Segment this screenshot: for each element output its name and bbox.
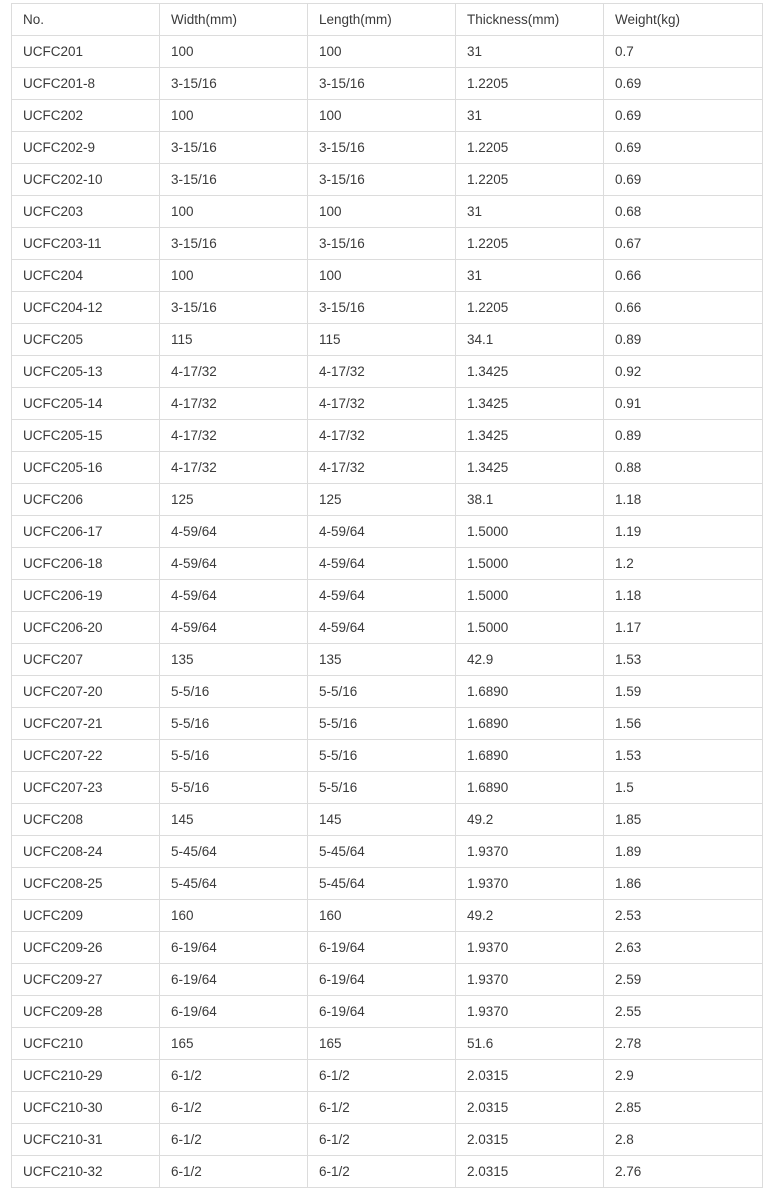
header-row — [12, 4, 763, 36]
cell-weight: 0.68 — [604, 196, 763, 228]
table-row — [12, 932, 763, 964]
cell-thickness: 1.2205 — [456, 132, 604, 164]
cell-width: 5-5/16 — [160, 772, 308, 804]
table-row — [12, 1156, 763, 1188]
cell-no: UCFC207-20 — [12, 676, 160, 708]
cell-width: 6-1/2 — [160, 1156, 308, 1188]
cell-thickness: 31 — [456, 196, 604, 228]
cell-thickness: 1.5000 — [456, 580, 604, 612]
cell-thickness: 31 — [456, 100, 604, 132]
cell-weight: 0.92 — [604, 356, 763, 388]
cell-width: 3-15/16 — [160, 228, 308, 260]
table-row — [12, 1028, 763, 1060]
cell-thickness: 1.2205 — [456, 228, 604, 260]
cell-weight: 2.85 — [604, 1092, 763, 1124]
cell-thickness: 1.3425 — [456, 356, 604, 388]
cell-length: 4-59/64 — [308, 548, 456, 580]
cell-width: 4-17/32 — [160, 420, 308, 452]
cell-width: 6-1/2 — [160, 1092, 308, 1124]
cell-length: 160 — [308, 900, 456, 932]
table-body — [12, 36, 763, 1188]
cell-width: 6-1/2 — [160, 1124, 308, 1156]
cell-weight: 2.63 — [604, 932, 763, 964]
cell-no: UCFC209-27 — [12, 964, 160, 996]
table-row — [12, 804, 763, 836]
cell-weight: 1.18 — [604, 580, 763, 612]
cell-weight: 2.9 — [604, 1060, 763, 1092]
table-row — [12, 100, 763, 132]
cell-no: UCFC209 — [12, 900, 160, 932]
cell-length: 100 — [308, 36, 456, 68]
cell-thickness: 1.9370 — [456, 996, 604, 1028]
cell-length: 4-59/64 — [308, 580, 456, 612]
table-row — [12, 452, 763, 484]
cell-no: UCFC209-28 — [12, 996, 160, 1028]
cell-length: 6-19/64 — [308, 996, 456, 1028]
table-row — [12, 164, 763, 196]
table-row — [12, 996, 763, 1028]
cell-no: UCFC205-14 — [12, 388, 160, 420]
cell-length: 5-5/16 — [308, 740, 456, 772]
cell-weight: 1.89 — [604, 836, 763, 868]
cell-width: 4-59/64 — [160, 548, 308, 580]
cell-width: 3-15/16 — [160, 68, 308, 100]
cell-weight: 1.85 — [604, 804, 763, 836]
cell-no: UCFC210-30 — [12, 1092, 160, 1124]
table-row — [12, 420, 763, 452]
cell-weight: 2.78 — [604, 1028, 763, 1060]
cell-no: UCFC208-25 — [12, 868, 160, 900]
table-row — [12, 68, 763, 100]
cell-thickness: 49.2 — [456, 804, 604, 836]
cell-length: 3-15/16 — [308, 132, 456, 164]
cell-no: UCFC202 — [12, 100, 160, 132]
cell-no: UCFC207-23 — [12, 772, 160, 804]
cell-length: 125 — [308, 484, 456, 516]
cell-no: UCFC208-24 — [12, 836, 160, 868]
cell-thickness: 34.1 — [456, 324, 604, 356]
cell-no: UCFC204-12 — [12, 292, 160, 324]
cell-thickness: 1.2205 — [456, 68, 604, 100]
cell-length: 100 — [308, 260, 456, 292]
cell-no: UCFC201 — [12, 36, 160, 68]
cell-length: 165 — [308, 1028, 456, 1060]
cell-thickness: 1.3425 — [456, 420, 604, 452]
cell-length: 100 — [308, 100, 456, 132]
cell-thickness: 42.9 — [456, 644, 604, 676]
cell-weight: 1.19 — [604, 516, 763, 548]
cell-width: 100 — [160, 260, 308, 292]
table-row — [12, 356, 763, 388]
cell-no: UCFC207 — [12, 644, 160, 676]
cell-width: 5-45/64 — [160, 836, 308, 868]
cell-thickness: 1.6890 — [456, 740, 604, 772]
table-row — [12, 1124, 763, 1156]
cell-width: 135 — [160, 644, 308, 676]
table-row — [12, 580, 763, 612]
cell-length: 5-5/16 — [308, 772, 456, 804]
table-row — [12, 132, 763, 164]
cell-weight: 1.53 — [604, 644, 763, 676]
table-row — [12, 900, 763, 932]
header-thickness: Thickness(mm) — [456, 4, 604, 36]
cell-width: 160 — [160, 900, 308, 932]
cell-length: 5-5/16 — [308, 676, 456, 708]
cell-thickness: 1.6890 — [456, 772, 604, 804]
spec-table-container — [11, 3, 762, 1188]
table-row — [12, 1060, 763, 1092]
cell-thickness: 1.9370 — [456, 868, 604, 900]
cell-weight: 0.66 — [604, 292, 763, 324]
cell-weight: 2.8 — [604, 1124, 763, 1156]
cell-width: 5-5/16 — [160, 740, 308, 772]
cell-length: 6-19/64 — [308, 964, 456, 996]
cell-no: UCFC205 — [12, 324, 160, 356]
cell-thickness: 2.0315 — [456, 1124, 604, 1156]
cell-weight: 2.55 — [604, 996, 763, 1028]
table-row — [12, 260, 763, 292]
cell-no: UCFC202-9 — [12, 132, 160, 164]
cell-no: UCFC206-19 — [12, 580, 160, 612]
cell-no: UCFC210 — [12, 1028, 160, 1060]
cell-width: 6-19/64 — [160, 964, 308, 996]
cell-length: 3-15/16 — [308, 228, 456, 260]
cell-no: UCFC205-13 — [12, 356, 160, 388]
cell-weight: 0.89 — [604, 324, 763, 356]
cell-no: UCFC210-31 — [12, 1124, 160, 1156]
cell-thickness: 1.3425 — [456, 388, 604, 420]
cell-length: 5-45/64 — [308, 868, 456, 900]
cell-width: 3-15/16 — [160, 132, 308, 164]
cell-width: 100 — [160, 196, 308, 228]
cell-weight: 2.53 — [604, 900, 763, 932]
cell-length: 5-45/64 — [308, 836, 456, 868]
cell-no: UCFC206-20 — [12, 612, 160, 644]
cell-weight: 0.91 — [604, 388, 763, 420]
cell-weight: 1.59 — [604, 676, 763, 708]
cell-no: UCFC206 — [12, 484, 160, 516]
cell-width: 6-19/64 — [160, 996, 308, 1028]
cell-no: UCFC205-16 — [12, 452, 160, 484]
cell-length: 5-5/16 — [308, 708, 456, 740]
cell-weight: 0.69 — [604, 132, 763, 164]
table-row — [12, 740, 763, 772]
cell-width: 5-5/16 — [160, 676, 308, 708]
cell-no: UCFC207-21 — [12, 708, 160, 740]
cell-no: UCFC206-18 — [12, 548, 160, 580]
table-row — [12, 484, 763, 516]
cell-width: 3-15/16 — [160, 164, 308, 196]
cell-thickness: 2.0315 — [456, 1156, 604, 1188]
cell-width: 165 — [160, 1028, 308, 1060]
cell-thickness: 38.1 — [456, 484, 604, 516]
cell-weight: 1.17 — [604, 612, 763, 644]
cell-width: 4-17/32 — [160, 356, 308, 388]
cell-thickness: 1.9370 — [456, 964, 604, 996]
cell-thickness: 1.6890 — [456, 708, 604, 740]
cell-width: 5-5/16 — [160, 708, 308, 740]
cell-width: 3-15/16 — [160, 292, 308, 324]
table-row — [12, 644, 763, 676]
cell-width: 4-59/64 — [160, 612, 308, 644]
cell-weight: 1.2 — [604, 548, 763, 580]
cell-thickness: 31 — [456, 36, 604, 68]
cell-width: 4-17/32 — [160, 388, 308, 420]
cell-thickness: 1.9370 — [456, 836, 604, 868]
table-row — [12, 1092, 763, 1124]
table-row — [12, 676, 763, 708]
cell-length: 135 — [308, 644, 456, 676]
cell-length: 4-17/32 — [308, 356, 456, 388]
cell-length: 3-15/16 — [308, 292, 456, 324]
cell-length: 3-15/16 — [308, 68, 456, 100]
cell-thickness: 1.6890 — [456, 676, 604, 708]
cell-no: UCFC204 — [12, 260, 160, 292]
cell-weight: 2.76 — [604, 1156, 763, 1188]
cell-no: UCFC209-26 — [12, 932, 160, 964]
cell-weight: 1.56 — [604, 708, 763, 740]
cell-no: UCFC208 — [12, 804, 160, 836]
table-row — [12, 772, 763, 804]
cell-thickness: 1.5000 — [456, 612, 604, 644]
cell-thickness: 1.2205 — [456, 164, 604, 196]
cell-width: 145 — [160, 804, 308, 836]
table-row — [12, 612, 763, 644]
cell-no: UCFC210-29 — [12, 1060, 160, 1092]
cell-width: 125 — [160, 484, 308, 516]
cell-length: 6-1/2 — [308, 1156, 456, 1188]
cell-length: 115 — [308, 324, 456, 356]
cell-no: UCFC210-32 — [12, 1156, 160, 1188]
table-row — [12, 196, 763, 228]
cell-no: UCFC201-8 — [12, 68, 160, 100]
cell-width: 4-17/32 — [160, 452, 308, 484]
cell-length: 145 — [308, 804, 456, 836]
bearing-spec-table — [11, 3, 763, 1188]
cell-width: 5-45/64 — [160, 868, 308, 900]
cell-thickness: 2.0315 — [456, 1092, 604, 1124]
cell-width: 100 — [160, 100, 308, 132]
table-row — [12, 868, 763, 900]
cell-length: 4-17/32 — [308, 388, 456, 420]
cell-no: UCFC205-15 — [12, 420, 160, 452]
cell-weight: 1.18 — [604, 484, 763, 516]
table-header — [12, 4, 763, 36]
cell-thickness: 31 — [456, 260, 604, 292]
cell-weight: 0.67 — [604, 228, 763, 260]
cell-width: 6-19/64 — [160, 932, 308, 964]
cell-weight: 1.53 — [604, 740, 763, 772]
cell-thickness: 2.0315 — [456, 1060, 604, 1092]
cell-no: UCFC206-17 — [12, 516, 160, 548]
cell-weight: 0.69 — [604, 100, 763, 132]
header-no: No. — [12, 4, 160, 36]
cell-no: UCFC203-11 — [12, 228, 160, 260]
table-row — [12, 548, 763, 580]
cell-width: 4-59/64 — [160, 516, 308, 548]
header-length: Length(mm) — [308, 4, 456, 36]
cell-weight: 0.69 — [604, 164, 763, 196]
cell-weight: 0.69 — [604, 68, 763, 100]
cell-length: 4-59/64 — [308, 516, 456, 548]
cell-thickness: 1.2205 — [456, 292, 604, 324]
cell-thickness: 1.3425 — [456, 452, 604, 484]
table-row — [12, 836, 763, 868]
cell-no: UCFC207-22 — [12, 740, 160, 772]
cell-length: 6-1/2 — [308, 1124, 456, 1156]
cell-length: 6-1/2 — [308, 1092, 456, 1124]
table-row — [12, 516, 763, 548]
cell-width: 4-59/64 — [160, 580, 308, 612]
cell-weight: 1.5 — [604, 772, 763, 804]
cell-weight: 0.66 — [604, 260, 763, 292]
cell-weight: 0.88 — [604, 452, 763, 484]
cell-weight: 0.89 — [604, 420, 763, 452]
cell-length: 4-59/64 — [308, 612, 456, 644]
cell-length: 100 — [308, 196, 456, 228]
cell-thickness: 1.9370 — [456, 932, 604, 964]
header-width: Width(mm) — [160, 4, 308, 36]
cell-length: 6-19/64 — [308, 932, 456, 964]
cell-weight: 1.86 — [604, 868, 763, 900]
table-row — [12, 388, 763, 420]
cell-length: 6-1/2 — [308, 1060, 456, 1092]
cell-thickness: 51.6 — [456, 1028, 604, 1060]
cell-length: 4-17/32 — [308, 452, 456, 484]
cell-length: 3-15/16 — [308, 164, 456, 196]
cell-thickness: 49.2 — [456, 900, 604, 932]
table-row — [12, 228, 763, 260]
cell-weight: 2.59 — [604, 964, 763, 996]
cell-weight: 0.7 — [604, 36, 763, 68]
table-row — [12, 324, 763, 356]
header-weight: Weight(kg) — [604, 4, 763, 36]
cell-width: 100 — [160, 36, 308, 68]
cell-length: 4-17/32 — [308, 420, 456, 452]
table-row — [12, 708, 763, 740]
table-row — [12, 36, 763, 68]
cell-thickness: 1.5000 — [456, 516, 604, 548]
cell-thickness: 1.5000 — [456, 548, 604, 580]
table-row — [12, 292, 763, 324]
cell-width: 6-1/2 — [160, 1060, 308, 1092]
cell-no: UCFC203 — [12, 196, 160, 228]
cell-width: 115 — [160, 324, 308, 356]
cell-no: UCFC202-10 — [12, 164, 160, 196]
table-row — [12, 964, 763, 996]
